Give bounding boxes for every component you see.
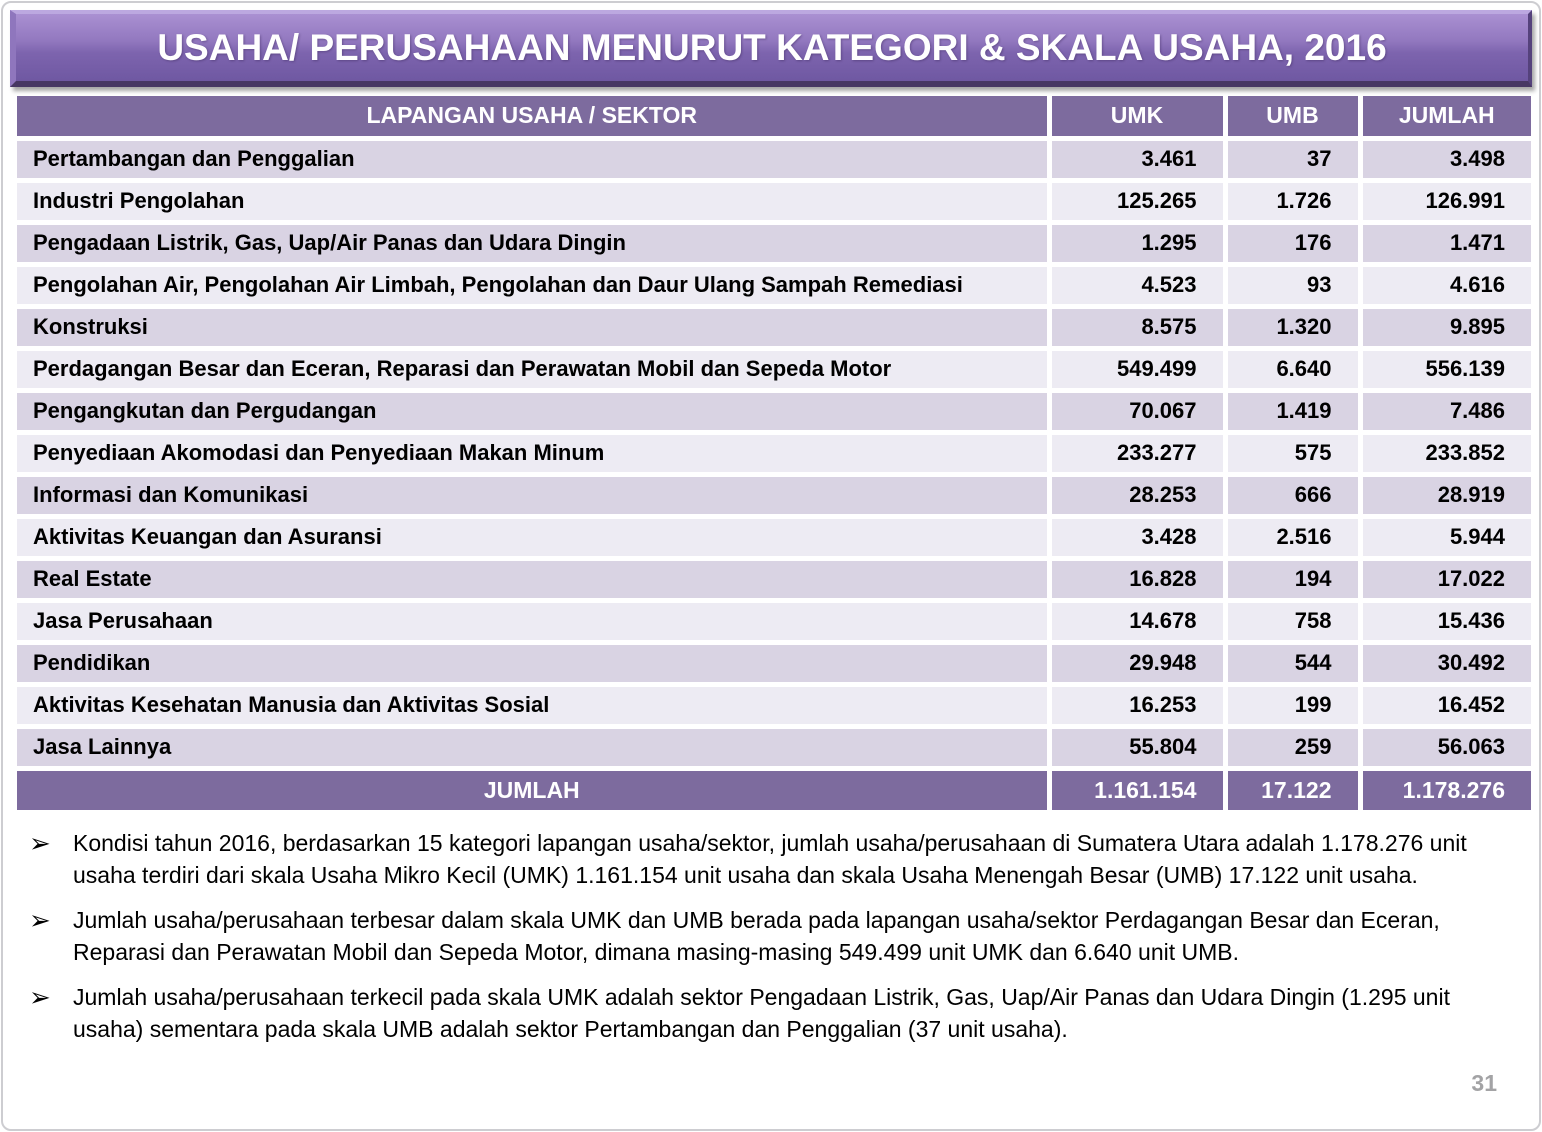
umb-cell: 758 <box>1225 600 1360 642</box>
sector-cell: Informasi dan Komunikasi <box>17 474 1049 516</box>
table-row <box>17 390 1531 432</box>
jumlah-cell: 556.139 <box>1360 348 1531 390</box>
sector-cell: Penyediaan Akomodasi dan Penyediaan Makan Minum <box>17 432 1049 474</box>
arrow-bullet-icon: ➢ <box>29 828 51 858</box>
umb-cell: 93 <box>1225 264 1360 306</box>
umk-cell: 14.678 <box>1049 600 1225 642</box>
jumlah-cell: 30.492 <box>1360 642 1531 684</box>
table-row <box>17 306 1531 348</box>
jumlah-cell: 1.471 <box>1360 222 1531 264</box>
jumlah-cell: 126.991 <box>1360 180 1531 222</box>
umb-cell: 194 <box>1225 558 1360 600</box>
umk-cell: 1.295 <box>1049 222 1225 264</box>
table-body <box>17 138 1531 768</box>
column-header-umb: UMB <box>1225 96 1360 138</box>
umk-cell: 16.828 <box>1049 558 1225 600</box>
table-row <box>17 180 1531 222</box>
table-header <box>17 96 1531 138</box>
note-item <box>21 827 1513 891</box>
umk-cell: 3.428 <box>1049 516 1225 558</box>
note-text: Kondisi tahun 2016, berdasarkan 15 kategori lapangan usaha/sektor, jumlah usaha/perusahaan di Sumatera Utara adalah 1.178.276 unit usaha terdiri dari skala Usaha Mikro Kecil (UMK) 1.161.154 unit usaha dan skala Usaha Menengah Besar (UMB) 17.122 unit usaha. <box>73 830 1467 888</box>
jumlah-cell: 15.436 <box>1360 600 1531 642</box>
umk-cell: 16.253 <box>1049 684 1225 726</box>
umb-cell: 199 <box>1225 684 1360 726</box>
column-header-sektor: LAPANGAN USAHA / SEKTOR <box>17 96 1049 138</box>
jumlah-cell: 28.919 <box>1360 474 1531 516</box>
note-text: Jumlah usaha/perusahaan terkecil pada skala UMK adalah sektor Pengadaan Listrik, Gas, Uap/Air Panas dan Udara Dingin (1.295 unit usaha) sementara pada skala UMB adalah sektor Pertambangan dan Penggalian (37 unit usaha). <box>73 984 1450 1042</box>
sector-cell: Pengangkutan dan Pergudangan <box>17 390 1049 432</box>
sector-cell: Aktivitas Kesehatan Manusia dan Aktivitas Sosial <box>17 684 1049 726</box>
umk-cell: 28.253 <box>1049 474 1225 516</box>
umk-cell: 4.523 <box>1049 264 1225 306</box>
umb-cell: 1.726 <box>1225 180 1360 222</box>
table-header-row <box>17 96 1531 138</box>
notes-list <box>21 827 1513 1045</box>
sector-cell: Pengadaan Listrik, Gas, Uap/Air Panas dan Udara Dingin <box>17 222 1049 264</box>
jumlah-cell: 4.616 <box>1360 264 1531 306</box>
note-item <box>21 904 1513 968</box>
sector-cell: Konstruksi <box>17 306 1049 348</box>
title-banner <box>10 10 1532 87</box>
sector-cell: Pengolahan Air, Pengolahan Air Limbah, Pengolahan dan Daur Ulang Sampah Remediasi <box>17 264 1049 306</box>
note-item <box>21 981 1513 1045</box>
table-row <box>17 558 1531 600</box>
table-row <box>17 138 1531 180</box>
table-row <box>17 684 1531 726</box>
table-footer <box>17 768 1531 810</box>
total-row <box>17 768 1531 810</box>
total-umk-cell: 1.161.154 <box>1049 768 1225 810</box>
total-label: JUMLAH <box>17 768 1049 810</box>
umb-cell: 37 <box>1225 138 1360 180</box>
table-row <box>17 348 1531 390</box>
total-umb-cell: 17.122 <box>1225 768 1360 810</box>
jumlah-cell: 16.452 <box>1360 684 1531 726</box>
umk-cell: 549.499 <box>1049 348 1225 390</box>
table-row <box>17 222 1531 264</box>
umb-cell: 2.516 <box>1225 516 1360 558</box>
umb-cell: 1.320 <box>1225 306 1360 348</box>
sector-cell: Jasa Perusahaan <box>17 600 1049 642</box>
umb-cell: 575 <box>1225 432 1360 474</box>
column-header-umk: UMK <box>1049 96 1225 138</box>
sector-cell: Aktivitas Keuangan dan Asuransi <box>17 516 1049 558</box>
umb-cell: 259 <box>1225 726 1360 768</box>
sector-cell: Real Estate <box>17 558 1049 600</box>
jumlah-cell: 7.486 <box>1360 390 1531 432</box>
sector-cell: Perdagangan Besar dan Eceran, Reparasi dan Perawatan Mobil dan Sepeda Motor <box>17 348 1049 390</box>
table-row <box>17 474 1531 516</box>
slide <box>1 1 1541 1131</box>
umk-cell: 29.948 <box>1049 642 1225 684</box>
jumlah-cell: 9.895 <box>1360 306 1531 348</box>
sector-cell: Jasa Lainnya <box>17 726 1049 768</box>
column-header-jumlah: JUMLAH <box>1360 96 1531 138</box>
jumlah-cell: 3.498 <box>1360 138 1531 180</box>
table-row <box>17 600 1531 642</box>
arrow-bullet-icon: ➢ <box>29 982 51 1012</box>
umb-cell: 176 <box>1225 222 1360 264</box>
jumlah-cell: 233.852 <box>1360 432 1531 474</box>
umb-cell: 1.419 <box>1225 390 1360 432</box>
page-title: USAHA/ PERUSAHAAN MENURUT KATEGORI & SKALA USAHA, 2016 <box>157 26 1387 68</box>
note-text: Jumlah usaha/perusahaan terbesar dalam skala UMK dan UMB berada pada lapangan usaha/sektor Perdagangan Besar dan Eceran, Reparasi dan Perawatan Mobil dan Sepeda Motor, dimana masing-masing 549.499 unit UMK dan 6.640 unit UMB. <box>73 907 1440 965</box>
jumlah-cell: 56.063 <box>1360 726 1531 768</box>
umb-cell: 6.640 <box>1225 348 1360 390</box>
sector-cell: Industri Pengolahan <box>17 180 1049 222</box>
page-number: 31 <box>1471 1070 1497 1096</box>
jumlah-cell: 5.944 <box>1360 516 1531 558</box>
umk-cell: 125.265 <box>1049 180 1225 222</box>
umb-cell: 544 <box>1225 642 1360 684</box>
jumlah-cell: 17.022 <box>1360 558 1531 600</box>
total-jumlah-cell: 1.178.276 <box>1360 768 1531 810</box>
umk-cell: 233.277 <box>1049 432 1225 474</box>
umk-cell: 70.067 <box>1049 390 1225 432</box>
sector-cell: Pertambangan dan Penggalian <box>17 138 1049 180</box>
umk-cell: 3.461 <box>1049 138 1225 180</box>
arrow-bullet-icon: ➢ <box>29 905 51 935</box>
table-row <box>17 726 1531 768</box>
table-row <box>17 516 1531 558</box>
umk-cell: 55.804 <box>1049 726 1225 768</box>
usaha-table <box>17 96 1531 810</box>
table-row <box>17 642 1531 684</box>
umb-cell: 666 <box>1225 474 1360 516</box>
sector-cell: Pendidikan <box>17 642 1049 684</box>
table-row <box>17 264 1531 306</box>
table-row <box>17 432 1531 474</box>
umk-cell: 8.575 <box>1049 306 1225 348</box>
